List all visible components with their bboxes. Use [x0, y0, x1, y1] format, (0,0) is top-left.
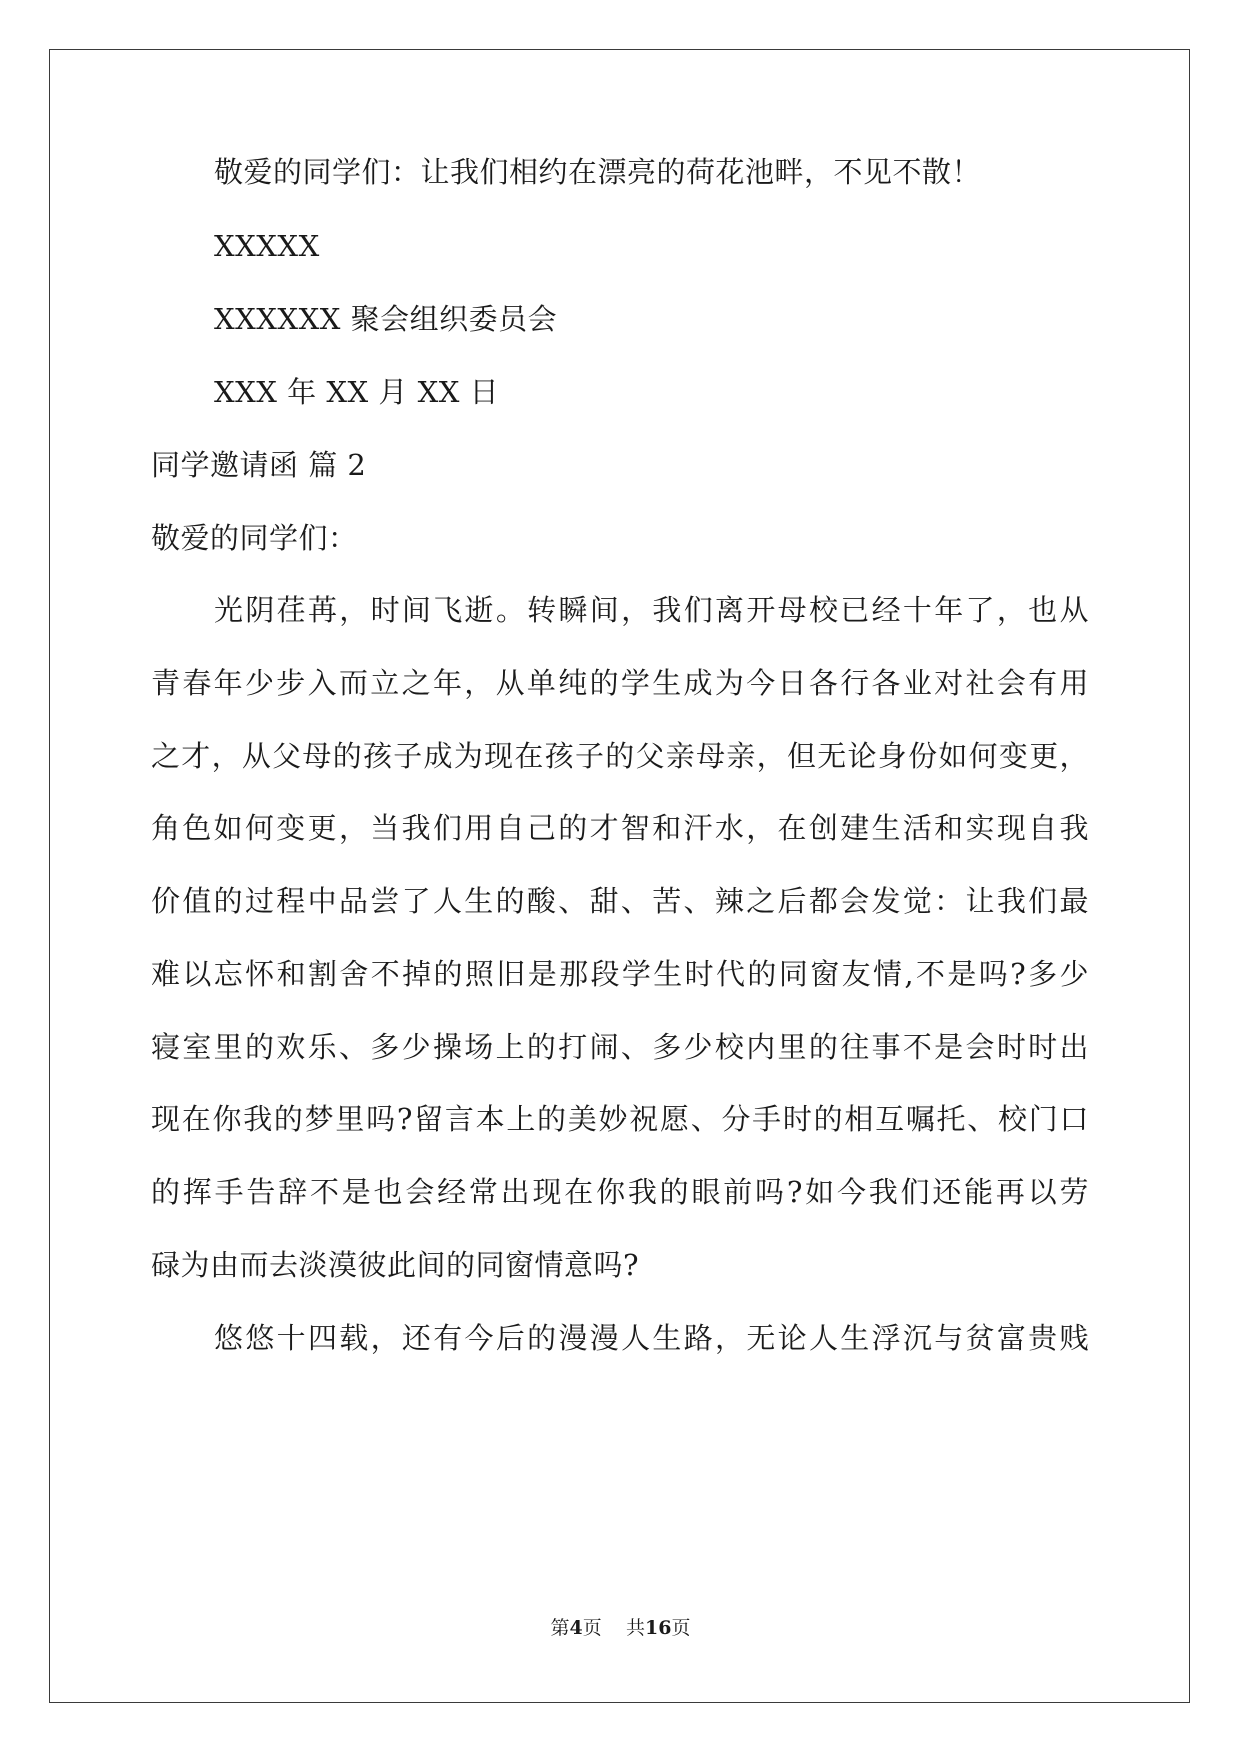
- paragraph-line: 的挥手告辞不是也会经常出现在你我的眼前吗?如今我们还能再以劳: [151, 1175, 1089, 1209]
- page-border: [49, 49, 1190, 1703]
- paragraph-line: 光阴荏苒，时间飞逝。转瞬间，我们离开母校已经十年了，也从: [214, 593, 1089, 627]
- paragraph-line: 寝室里的欢乐、多少操场上的打闹、多少校内里的往事不是会时时出: [151, 1030, 1089, 1064]
- section-heading: 同学邀请函 篇 2: [151, 448, 367, 482]
- current-page-number: 4: [569, 1617, 583, 1639]
- salutation: 敬爱的同学们：: [151, 521, 358, 555]
- page-footer: [0, 1616, 1241, 1640]
- paragraph-line: 悠悠十四载，还有今后的漫漫人生路，无论人生浮沉与贫富贵贱: [214, 1321, 1089, 1355]
- total-page-count: 16: [644, 1617, 672, 1639]
- paragraph-line: 碌为由而去淡漠彼此间的同窗情意吗?: [151, 1248, 640, 1282]
- footer-total-prefix: 共: [625, 1617, 645, 1639]
- invitation-closing: 敬爱的同学们：让我们相约在漂亮的荷花池畔，不见不散！: [214, 155, 982, 189]
- signature-committee: XXXXXX 聚会组织委员会: [214, 302, 558, 336]
- signature-date: XXX 年 XX 月 XX 日: [214, 375, 500, 409]
- paragraph-line: 难以忘怀和割舍不掉的照旧是那段学生时代的同窗友情,不是吗?多少: [151, 957, 1089, 991]
- footer-total-suffix: 页: [671, 1617, 691, 1639]
- paragraph-line: 之才，从父母的孩子成为现在孩子的父亲母亲，但无论身份如何变更，: [151, 739, 1089, 773]
- paragraph-line: 现在你我的梦里吗?留言本上的美妙祝愿、分手时的相互嘱托、校门口: [151, 1102, 1089, 1136]
- paragraph-line: 价值的过程中品尝了人生的酸、甜、苦、辣之后都会发觉：让我们最: [151, 884, 1089, 918]
- signature-name: XXXXX: [214, 229, 320, 263]
- footer-prefix: 第: [550, 1617, 570, 1639]
- paragraph-line: 角色如何变更，当我们用自己的才智和汗水，在创建生活和实现自我: [151, 811, 1089, 845]
- footer-page-suffix: 页: [582, 1617, 602, 1639]
- paragraph-line: 青春年少步入而立之年，从单纯的学生成为今日各行各业对社会有用: [151, 666, 1089, 700]
